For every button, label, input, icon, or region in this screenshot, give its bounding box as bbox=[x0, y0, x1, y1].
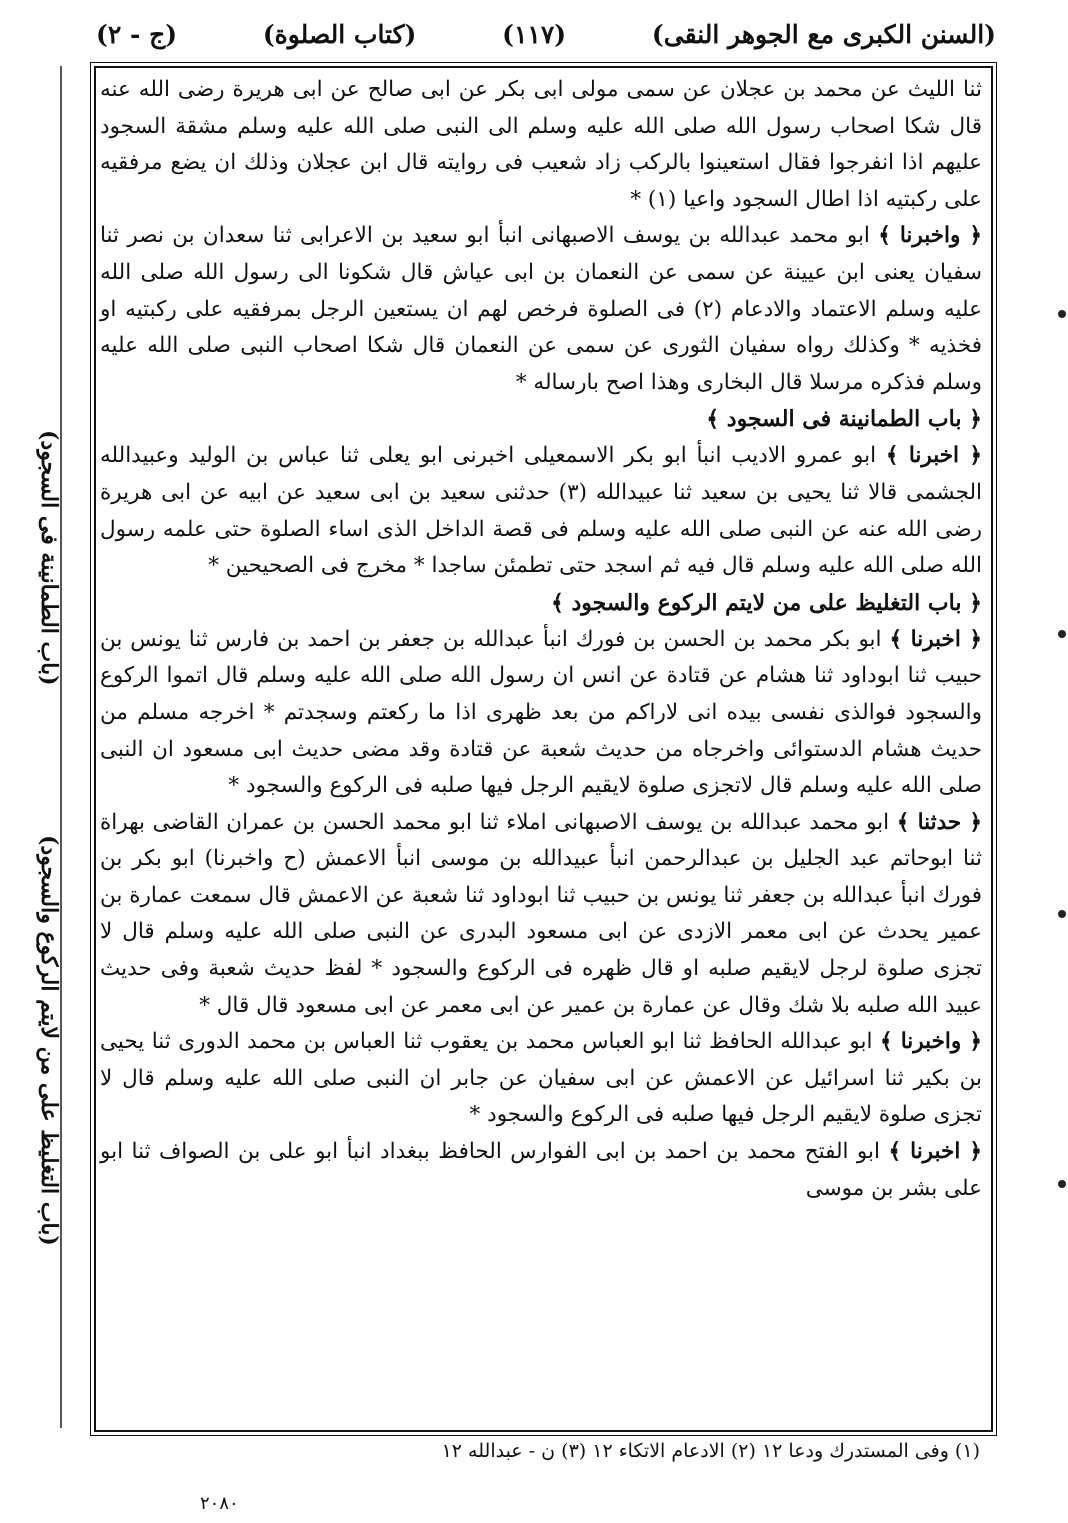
scan-mark bbox=[1058, 630, 1066, 638]
scan-mark bbox=[1058, 1180, 1066, 1188]
page-header bbox=[96, 6, 996, 62]
paragraph-3: ﴿ اخبرنا ﴾ ابو عمرو الاديب انبأ ابو بكر الاسمعيلى اخبرنى ابو يعلى ثنا عباس بن الوليد وعبيدالله الجشمى قالا ثنا يحيى بن سعيد ثنا عبيدالله (٣) حدثنى سعيد بن ابى سعيد عن ابيه عن ابى هريرة رضى الله عنه عن النبى صلى الله عليه وسلم فى قصة الداخل الذى اساء الصلوة حتى علمه رسول الله صلى الله عليه وسلم قال فيه ثم اسجد حتى تطمئن ساجدا * مخرج فى الصحيحين * bbox=[100, 443, 983, 579]
paragraph-4: ﴿ اخبرنا ﴾ ابو بكر محمد بن الحسن بن فورك انبأ عبدالله بن جعفر بن احمد بن فارس ثنا يونس بن حبيب ثنا ابوداود ثنا هشام عن قتادة عن انس ان رسول الله صلى الله عليه وسلم قال اتموا الركوع والسجود فوالذى نفسى بيده انى لاراكم من بعد ظهرى اذا ما ركعتم وسجدتم * اخرجه مسلم من حديث هشام الدستوائى واخرجاه من حديث شعبة عن قتادة وقد مضى حديث ابى مسعود ان النبى صلى الله عليه وسلم قال لاتجزى صلوة لايقيم الرجل فيها صلبه فى الركوع والسجود * bbox=[100, 626, 982, 799]
scan-mark bbox=[1058, 910, 1066, 918]
page-footer-number: ٢٠٨٠ bbox=[200, 1493, 239, 1514]
main-text bbox=[100, 72, 982, 1207]
volume-label: (ج - ٢) bbox=[96, 19, 178, 49]
section-heading-taghliz: ﴿ باب التغليظ على من لايتم الركوع والسجود ﴾ bbox=[550, 589, 982, 616]
paragraph-1: ثنا الليث عن محمد بن عجلان عن سمى مولى ابى بكر عن ابى صالح عن ابى هريرة رضى الله عنه قال شكا اصحاب رسول الله صلى الله عليه وسلم الى النبى صلى الله عليه وسلم مشقة السجود عليهم اذا انفرجوا فقال استعينوا بالركب زاد شعيب فى روايته قال ابن عجلان وذلك ان يضع مرفقيه على ركبتيه اذا اطال السجود واعيا (١) * bbox=[100, 77, 982, 212]
margin-note-taghliz: (باب التغليظ على من لايتم الركوع والسجود) bbox=[36, 835, 62, 1246]
section-heading-tumaninah: ﴿ باب الطمانينة فى السجود ﴾ bbox=[706, 406, 982, 433]
margin-note-tumaninah: (باب الطمانينة فى السجود) bbox=[36, 430, 62, 686]
footnotes: (١) وفى المستدرك ودعا ١٢ (٢) الادعام الاتكاء ١٢ (٣) ن - عبدالله ١٢ bbox=[441, 1440, 980, 1462]
paragraph-5: ﴿ حدثنا ﴾ ابو محمد عبدالله بن يوسف الاصبهانى املاء ثنا ابو محمد الحسن بن عمران القاضى بهراة ثنا ابوحاتم عبد الجليل بن عبدالرحمن انبأ عبيدالله بن موسى انبأ الاعمش (ح واخبرنا) ابو بكر بن فورك انبأ عبدالله بن جعفر ثنا يونس بن حبيب ثنا ابوداود ثنا شعبة عن الاعمش قال سمعت عمارة بن عمير يحدث عن ابى معمر الازدى عن ابى مسعود البدرى عن النبى صلى الله عليه وسلم قال لا تجزى صلوة لرجل لايقيم صلبه او قال ظهره فى الركوع والسجود * لفظ حديث شعبة وفى حديث عبيد الله صلبه بلا شك وقال عن عمارة بن عمير عن ابى معمر عن ابى مسعود قال قال * bbox=[100, 809, 983, 1018]
scan-mark bbox=[1058, 310, 1066, 318]
paragraph-2: ﴿ واخبرنا ﴾ ابو محمد عبدالله بن يوسف الاصبهانى انبأ ابو سعيد بن الاعرابى ثنا سعدان بن نصر ثنا سفيان يعنى ابن عيينة عن سمى عن النعمان بن ابى عياش قال شكونا الى رسول الله صلى الله عليه وسلم الاعتماد والادعام (٢) فى الصلوة فرخص لهم ان يستعين الرجل بمرفقيه على ركبتيه او فخذيه * وكذلك رواه سفيان الثورى عن سمى عن النعمان قال شكا اصحاب النبى صلى الله عليه وسلم فذكره مرسلا قال البخارى وهذا اصح بارساله * bbox=[100, 223, 982, 395]
paragraph-7: ﴿ اخبرنا ﴾ ابو الفتح محمد بن احمد بن ابى الفوارس الحافظ ببغداد انبأ ابو على بن الصواف ثنا ابو على بشر بن موسى bbox=[100, 1139, 982, 1201]
page-number-header: (١١٧) bbox=[502, 19, 567, 49]
paragraph-6: ﴿ واخبرنا ﴾ ابو عبدالله الحافظ ثنا ابو العباس محمد بن يعقوب ثنا العباس بن محمد الدورى ثنا يحيى بن بكير ثنا اسرائيل عن الاعمش عن ابى سفيان عن جابر ان النبى صلى الله عليه وسلم قال لا تجزى صلوة لايقيم الرجل فيها صلبه فى الركوع والسجود * bbox=[100, 1029, 982, 1128]
chapter-title: (كتاب الصلوة) bbox=[262, 19, 417, 49]
book-title: (السنن الكبرى مع الجوهر النقى) bbox=[651, 19, 996, 49]
